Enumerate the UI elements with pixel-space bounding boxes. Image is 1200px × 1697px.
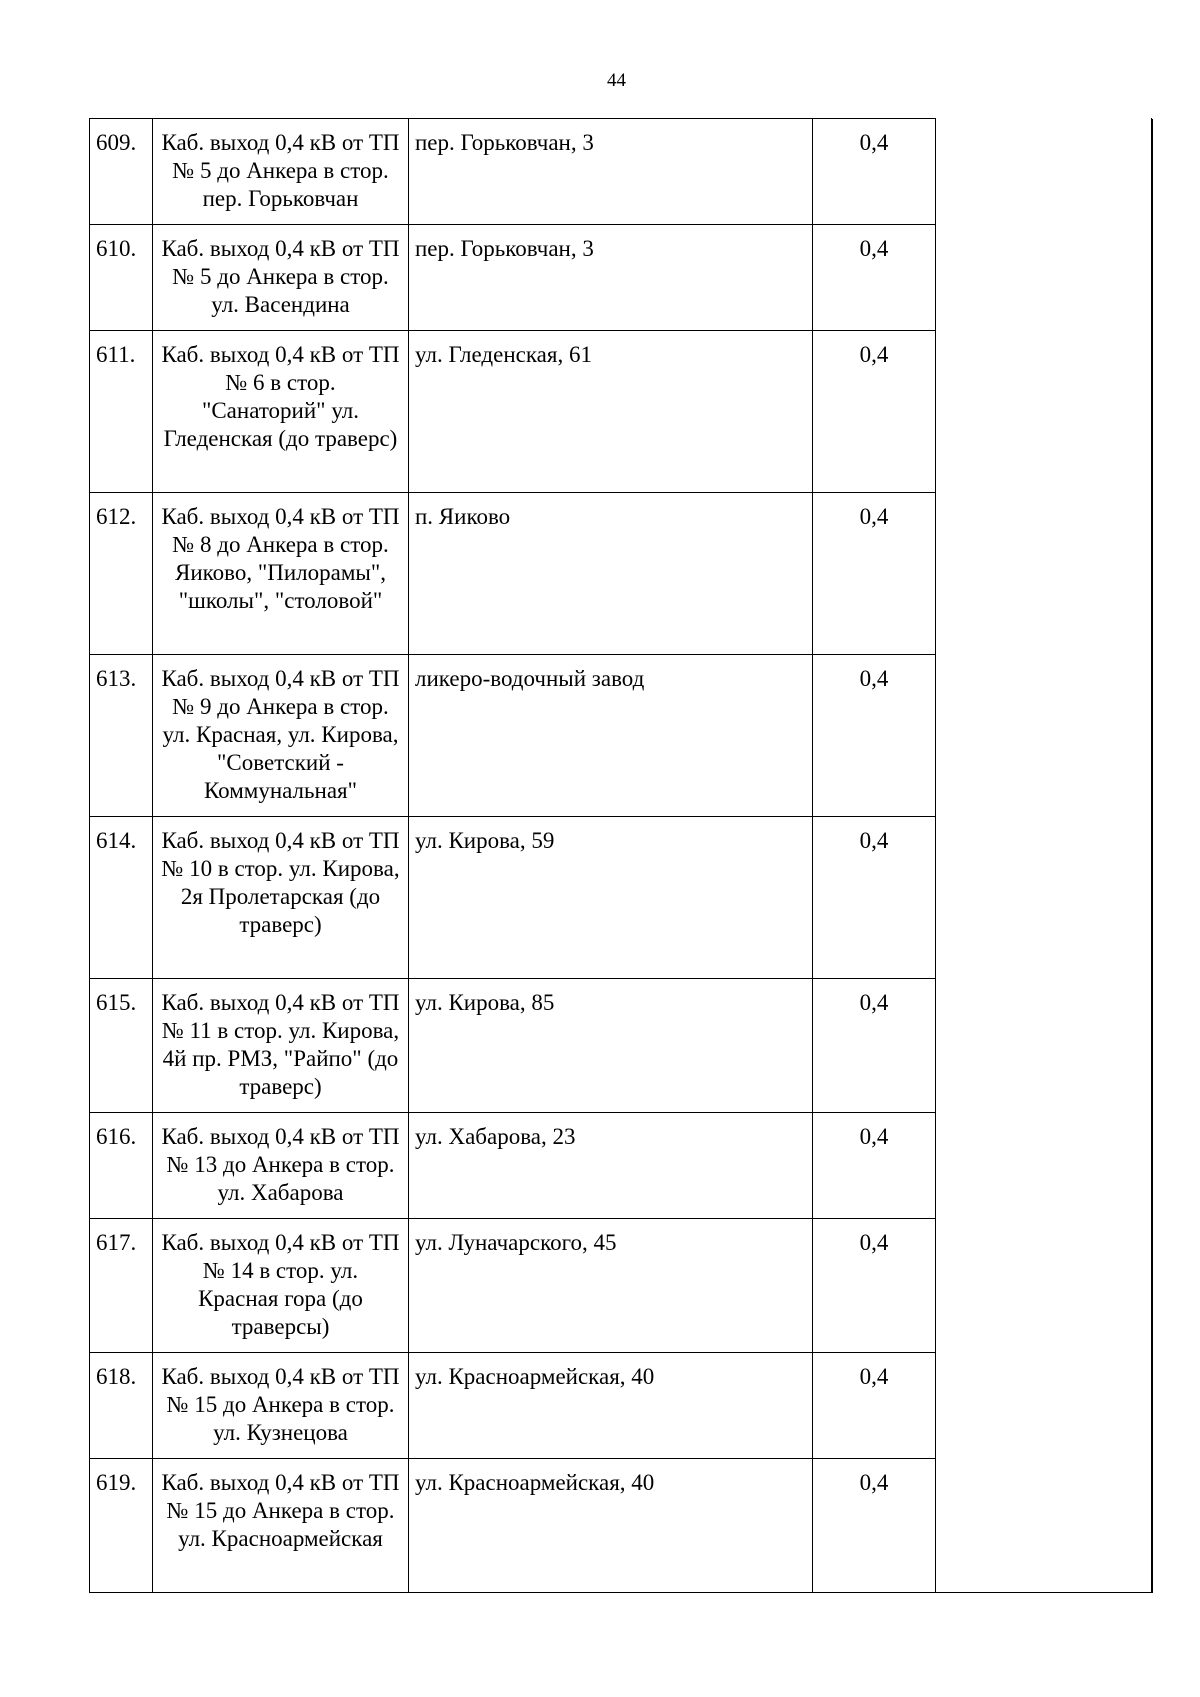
row-empty-cell — [936, 1353, 1153, 1459]
row-number: 617. — [90, 1219, 153, 1353]
cable-table — [89, 118, 1153, 1593]
table-row — [90, 1219, 1153, 1353]
page-number: 44 — [607, 70, 626, 91]
table-row — [90, 1113, 1153, 1219]
row-voltage: 0,4 — [813, 817, 936, 979]
row-description: Каб. выход 0,4 кВ от ТП № 13 до Анкера в стор. ул. Хабарова — [153, 1113, 409, 1219]
row-voltage: 0,4 — [813, 1113, 936, 1219]
row-address: ул. Красноармейская, 40 — [409, 1353, 813, 1459]
row-number: 616. — [90, 1113, 153, 1219]
row-address: п. Яиково — [409, 493, 813, 655]
row-voltage: 0,4 — [813, 119, 936, 225]
row-number: 611. — [90, 331, 153, 493]
row-empty-cell — [936, 331, 1153, 493]
row-address: ликеро-водочный завод — [409, 655, 813, 817]
row-address: ул. Кирова, 59 — [409, 817, 813, 979]
row-address: ул. Красноармейская, 40 — [409, 1459, 813, 1593]
row-address: ул. Гледенская, 61 — [409, 331, 813, 493]
row-voltage: 0,4 — [813, 1219, 936, 1353]
table-row — [90, 979, 1153, 1113]
row-empty-cell — [936, 979, 1153, 1113]
table-row — [90, 655, 1153, 817]
table-row — [90, 1353, 1153, 1459]
row-empty-cell — [936, 119, 1153, 225]
row-number: 619. — [90, 1459, 153, 1593]
row-voltage: 0,4 — [813, 1353, 936, 1459]
row-voltage: 0,4 — [813, 979, 936, 1113]
row-number: 609. — [90, 119, 153, 225]
row-number: 615. — [90, 979, 153, 1113]
row-empty-cell — [936, 817, 1153, 979]
row-description: Каб. выход 0,4 кВ от ТП № 14 в стор. ул. Красная гора (до траверсы) — [153, 1219, 409, 1353]
row-voltage: 0,4 — [813, 225, 936, 331]
row-empty-cell — [936, 655, 1153, 817]
row-empty-cell — [936, 1113, 1153, 1219]
row-number: 614. — [90, 817, 153, 979]
row-number: 612. — [90, 493, 153, 655]
row-voltage: 0,4 — [813, 655, 936, 817]
row-address: пер. Горьковчан, 3 — [409, 119, 813, 225]
table-row — [90, 331, 1153, 493]
row-description: Каб. выход 0,4 кВ от ТП № 6 в стор. "Санаторий" ул. Гледенская (до траверс) — [153, 331, 409, 493]
table-row — [90, 1459, 1153, 1593]
right-border-line — [1151, 118, 1152, 1593]
row-description: Каб. выход 0,4 кВ от ТП № 8 до Анкера в стор. Яиково, "Пилорамы", "школы", "столовой" — [153, 493, 409, 655]
row-description: Каб. выход 0,4 кВ от ТП № 15 до Анкера в стор. ул. Красноармейская — [153, 1459, 409, 1593]
row-empty-cell — [936, 1459, 1153, 1593]
row-address: пер. Горьковчан, 3 — [409, 225, 813, 331]
table-row — [90, 817, 1153, 979]
row-voltage: 0,4 — [813, 493, 936, 655]
table-row — [90, 493, 1153, 655]
row-number: 610. — [90, 225, 153, 331]
bottom-border-line — [931, 1592, 1152, 1593]
row-address: ул. Кирова, 85 — [409, 979, 813, 1113]
row-description: Каб. выход 0,4 кВ от ТП № 11 в стор. ул. Кирова, 4й пр. РМЗ, "Райпо" (до траверс) — [153, 979, 409, 1113]
row-description: Каб. выход 0,4 кВ от ТП № 10 в стор. ул. Кирова, 2я Пролетарская (до траверс) — [153, 817, 409, 979]
row-number: 613. — [90, 655, 153, 817]
row-voltage: 0,4 — [813, 1459, 936, 1593]
table-row — [90, 225, 1153, 331]
table-row — [90, 119, 1153, 225]
row-address: ул. Хабарова, 23 — [409, 1113, 813, 1219]
row-description: Каб. выход 0,4 кВ от ТП № 9 до Анкера в стор. ул. Красная, ул. Кирова, "Советский - Коммунальная" — [153, 655, 409, 817]
row-empty-cell — [936, 493, 1153, 655]
row-address: ул. Луначарского, 45 — [409, 1219, 813, 1353]
row-description: Каб. выход 0,4 кВ от ТП № 15 до Анкера в стор. ул. Кузнецова — [153, 1353, 409, 1459]
row-description: Каб. выход 0,4 кВ от ТП № 5 до Анкера в стор. пер. Горьковчан — [153, 119, 409, 225]
row-voltage: 0,4 — [813, 331, 936, 493]
row-description: Каб. выход 0,4 кВ от ТП № 5 до Анкера в стор. ул. Васендина — [153, 225, 409, 331]
row-empty-cell — [936, 1219, 1153, 1353]
row-number: 618. — [90, 1353, 153, 1459]
row-empty-cell — [936, 225, 1153, 331]
